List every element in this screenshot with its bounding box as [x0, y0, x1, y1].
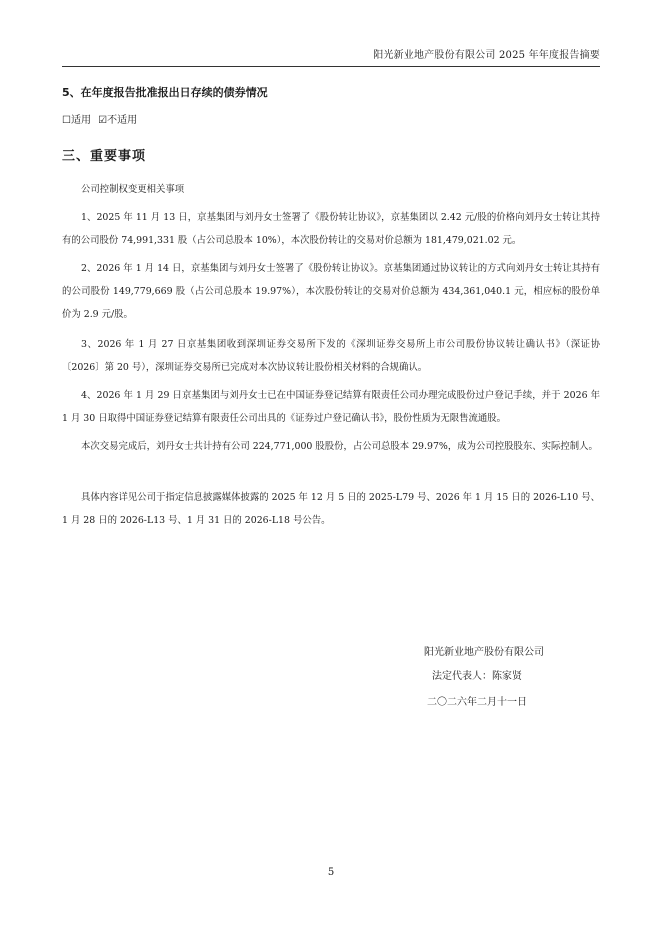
paragraph-2-text: 2、2026 年 1 月 14 日，京基集团与刘丹女士签署了《股份转让协议》。京基集团通过协议转让的方式向刘丹女士转让其持有的公司股份 149,779,669 股（占公司总股本 19.97%），本次股份转让的交易对价总额为 434,361,040.1 元，相应标的股份单价为 2.9 元/股。 [62, 263, 600, 320]
section-5-title: 5、在年度报告批准报出日存续的债券情况 [62, 86, 268, 99]
paragraph-5 [62, 435, 600, 458]
paragraph-4 [62, 384, 600, 430]
checked-box-icon: ☑ [98, 115, 108, 126]
page-number: 5 [327, 867, 335, 878]
paragraph-6 [62, 486, 600, 532]
paragraph-1-text: 1、2025 年 11 月 13 日，京基集团与刘丹女士签署了《股份转让协议》，京基集团以 2.42 元/股的价格向刘丹女士转让其持有的公司股份 74,991,331 股（占公司总股本 10%），本次股份转让的交易对价总额为 181,479,021.02 元。 [62, 212, 600, 246]
option-not-applicable-label: 不适用 [107, 115, 138, 126]
signature-company: 阳光新业地产股份有限公司 [424, 647, 544, 658]
paragraph-4-text: 4、2026 年 1 月 29 日京基集团与刘丹女士已在中国证券登记结算有限责任公司办理完成股份过户登记手续，并于 2026 年 1 月 30 日取得中国证券登记结算有限责任公司出具的《证券过户登记确认书》，股份性质为无限售流通股。 [62, 390, 600, 424]
paragraph-2 [62, 257, 600, 326]
signature-date: 二〇二六年二月十一日 [427, 697, 527, 708]
page-header [62, 46, 600, 67]
paragraph-5-text: 本次交易完成后，刘丹女士共计持有公司 224,771,000 股股份，占公司总股本 29.97%，成为公司控股股东、实际控制人。 [81, 441, 598, 452]
option-applicable-label: 适用 [70, 115, 91, 126]
control-change-subtitle [62, 178, 600, 201]
unchecked-box-icon: ☐ [62, 115, 71, 126]
applicability-options [62, 111, 137, 126]
subtitle-text: 公司控制权变更相关事项 [81, 184, 185, 195]
section-3-title: 三、重要事项 [62, 149, 147, 164]
signature-representative: 法定代表人：陈家贤 [432, 671, 522, 682]
header-title: 阳光新业地产股份有限公司 2025 年年度报告摘要 [373, 50, 600, 61]
paragraph-1 [62, 206, 600, 252]
paragraph-3-text: 3、2026 年 1 月 27 日京基集团收到深圳证券交易所下发的《深圳证券交易所上市公司股份协议转让确认书》（深证协〔2026〕第 20 号），深圳证券交易所已完成对本次协议转让股份相关材料的合规确认。 [62, 339, 600, 373]
paragraph-6-text: 具体内容详见公司于指定信息披露媒体披露的 2025 年 12 月 5 日的 2025-L79 号、2026 年 1 月 15 日的 2026-L10 号、1 月 28 日的 2026-L13 号、1 月 31 日的 2026-L18 号公告。 [62, 492, 600, 526]
paragraph-3 [62, 333, 600, 379]
